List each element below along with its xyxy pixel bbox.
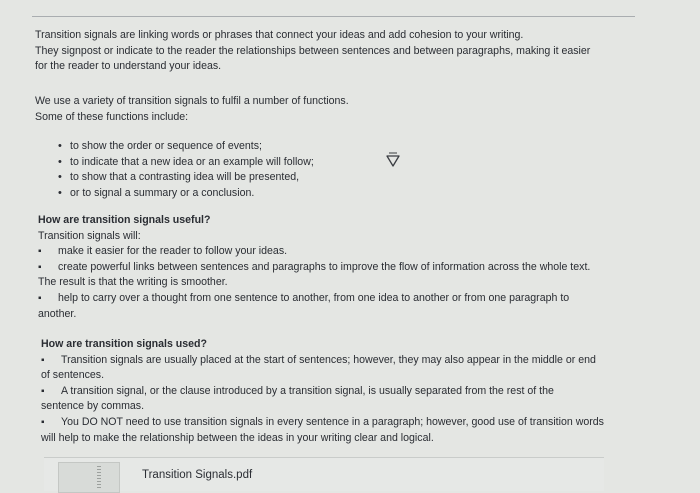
- bullet-icon: •: [58, 155, 62, 168]
- list-item-text: Transition signals are usually placed at the start of sentences; however, they may also appear in the middle or end: [61, 353, 596, 366]
- bullet-icon: ▪: [41, 385, 45, 397]
- mouse-pointer-icon: [386, 152, 400, 168]
- bullet-icon: ▪: [41, 416, 45, 428]
- list-item: [58, 170, 314, 186]
- useful-intro: Transition signals will:: [38, 229, 141, 242]
- bullet-icon: ▪: [38, 261, 42, 273]
- useful-heading: How are transition signals useful?: [38, 214, 211, 226]
- list-item-text: to show the order or sequence of events;: [70, 140, 262, 152]
- list-item-text: make it easier for the reader to follow your ideas.: [58, 245, 288, 258]
- list-item: [41, 353, 646, 369]
- intro-line-2: They signpost or indicate to the reader the relationships between sentences and between paragraphs, making it easier: [35, 44, 591, 57]
- useful-item2-continuation: The result is that the writing is smoother.: [38, 276, 228, 289]
- bullet-icon: ▪: [38, 246, 42, 258]
- list-item: [38, 244, 643, 260]
- bullet-icon: •: [58, 186, 62, 199]
- list-item-text: You DO NOT need to use transition signals in every sentence in a paragraph; however, good use of transition words: [61, 415, 604, 428]
- list-item: [58, 139, 314, 155]
- bullet-icon: •: [58, 171, 62, 184]
- used-heading: How are transition signals used?: [41, 338, 208, 350]
- functions-line-1: We use a variety of transition signals to fulfil a number of functions.: [35, 95, 349, 107]
- list-item-text: help to carry over a thought from one sentence to another, from one idea to another or from one paragraph to: [58, 291, 570, 304]
- list-item: [41, 384, 646, 400]
- list-item: [58, 186, 314, 202]
- intro-line-3: for the reader to understand your ideas.: [35, 60, 222, 73]
- attachment-filename[interactable]: Transition Signals.pdf: [142, 469, 253, 481]
- used-section: [41, 337, 646, 446]
- list-item-text: to indicate that a new idea or an example will follow;: [70, 155, 314, 168]
- list-item-text: to show that a contrasting idea will be presented,: [70, 171, 300, 184]
- functions-paragraph: [35, 94, 645, 125]
- used-item1-continuation: of sentences.: [41, 369, 105, 382]
- functions-line-2: Some of these functions include:: [35, 110, 189, 123]
- used-item3-continuation: will help to make the relationship between the ideas in your writing clear and logical.: [41, 431, 434, 444]
- thumbnail-lines: [97, 466, 101, 488]
- list-item: [41, 415, 646, 431]
- used-item2-continuation: sentence by commas.: [41, 400, 145, 413]
- bullet-icon: ▪: [41, 354, 45, 366]
- attachment-card[interactable]: [44, 457, 604, 491]
- functions-list: [58, 139, 314, 201]
- list-item: [38, 291, 643, 307]
- intro-line-1: Transition signals are linking words or phrases that connect your ideas and add cohesion to your writing.: [35, 29, 524, 41]
- useful-item3-continuation: another.: [38, 307, 77, 320]
- list-item-text: create powerful links between sentences and paragraphs to improve the flow of information across the whole text.: [58, 260, 591, 273]
- list-item: [58, 155, 314, 171]
- list-item-text: or to signal a summary or a conclusion.: [70, 186, 255, 199]
- bullet-icon: •: [58, 140, 62, 152]
- bullet-icon: ▪: [38, 292, 42, 304]
- useful-section: [38, 213, 643, 322]
- list-item-text: A transition signal, or the clause introduced by a transition signal, is usually separated from the rest of the: [61, 384, 554, 397]
- pdf-thumbnail-icon[interactable]: [58, 462, 120, 493]
- intro-paragraph: [35, 28, 645, 75]
- list-item: [38, 260, 643, 276]
